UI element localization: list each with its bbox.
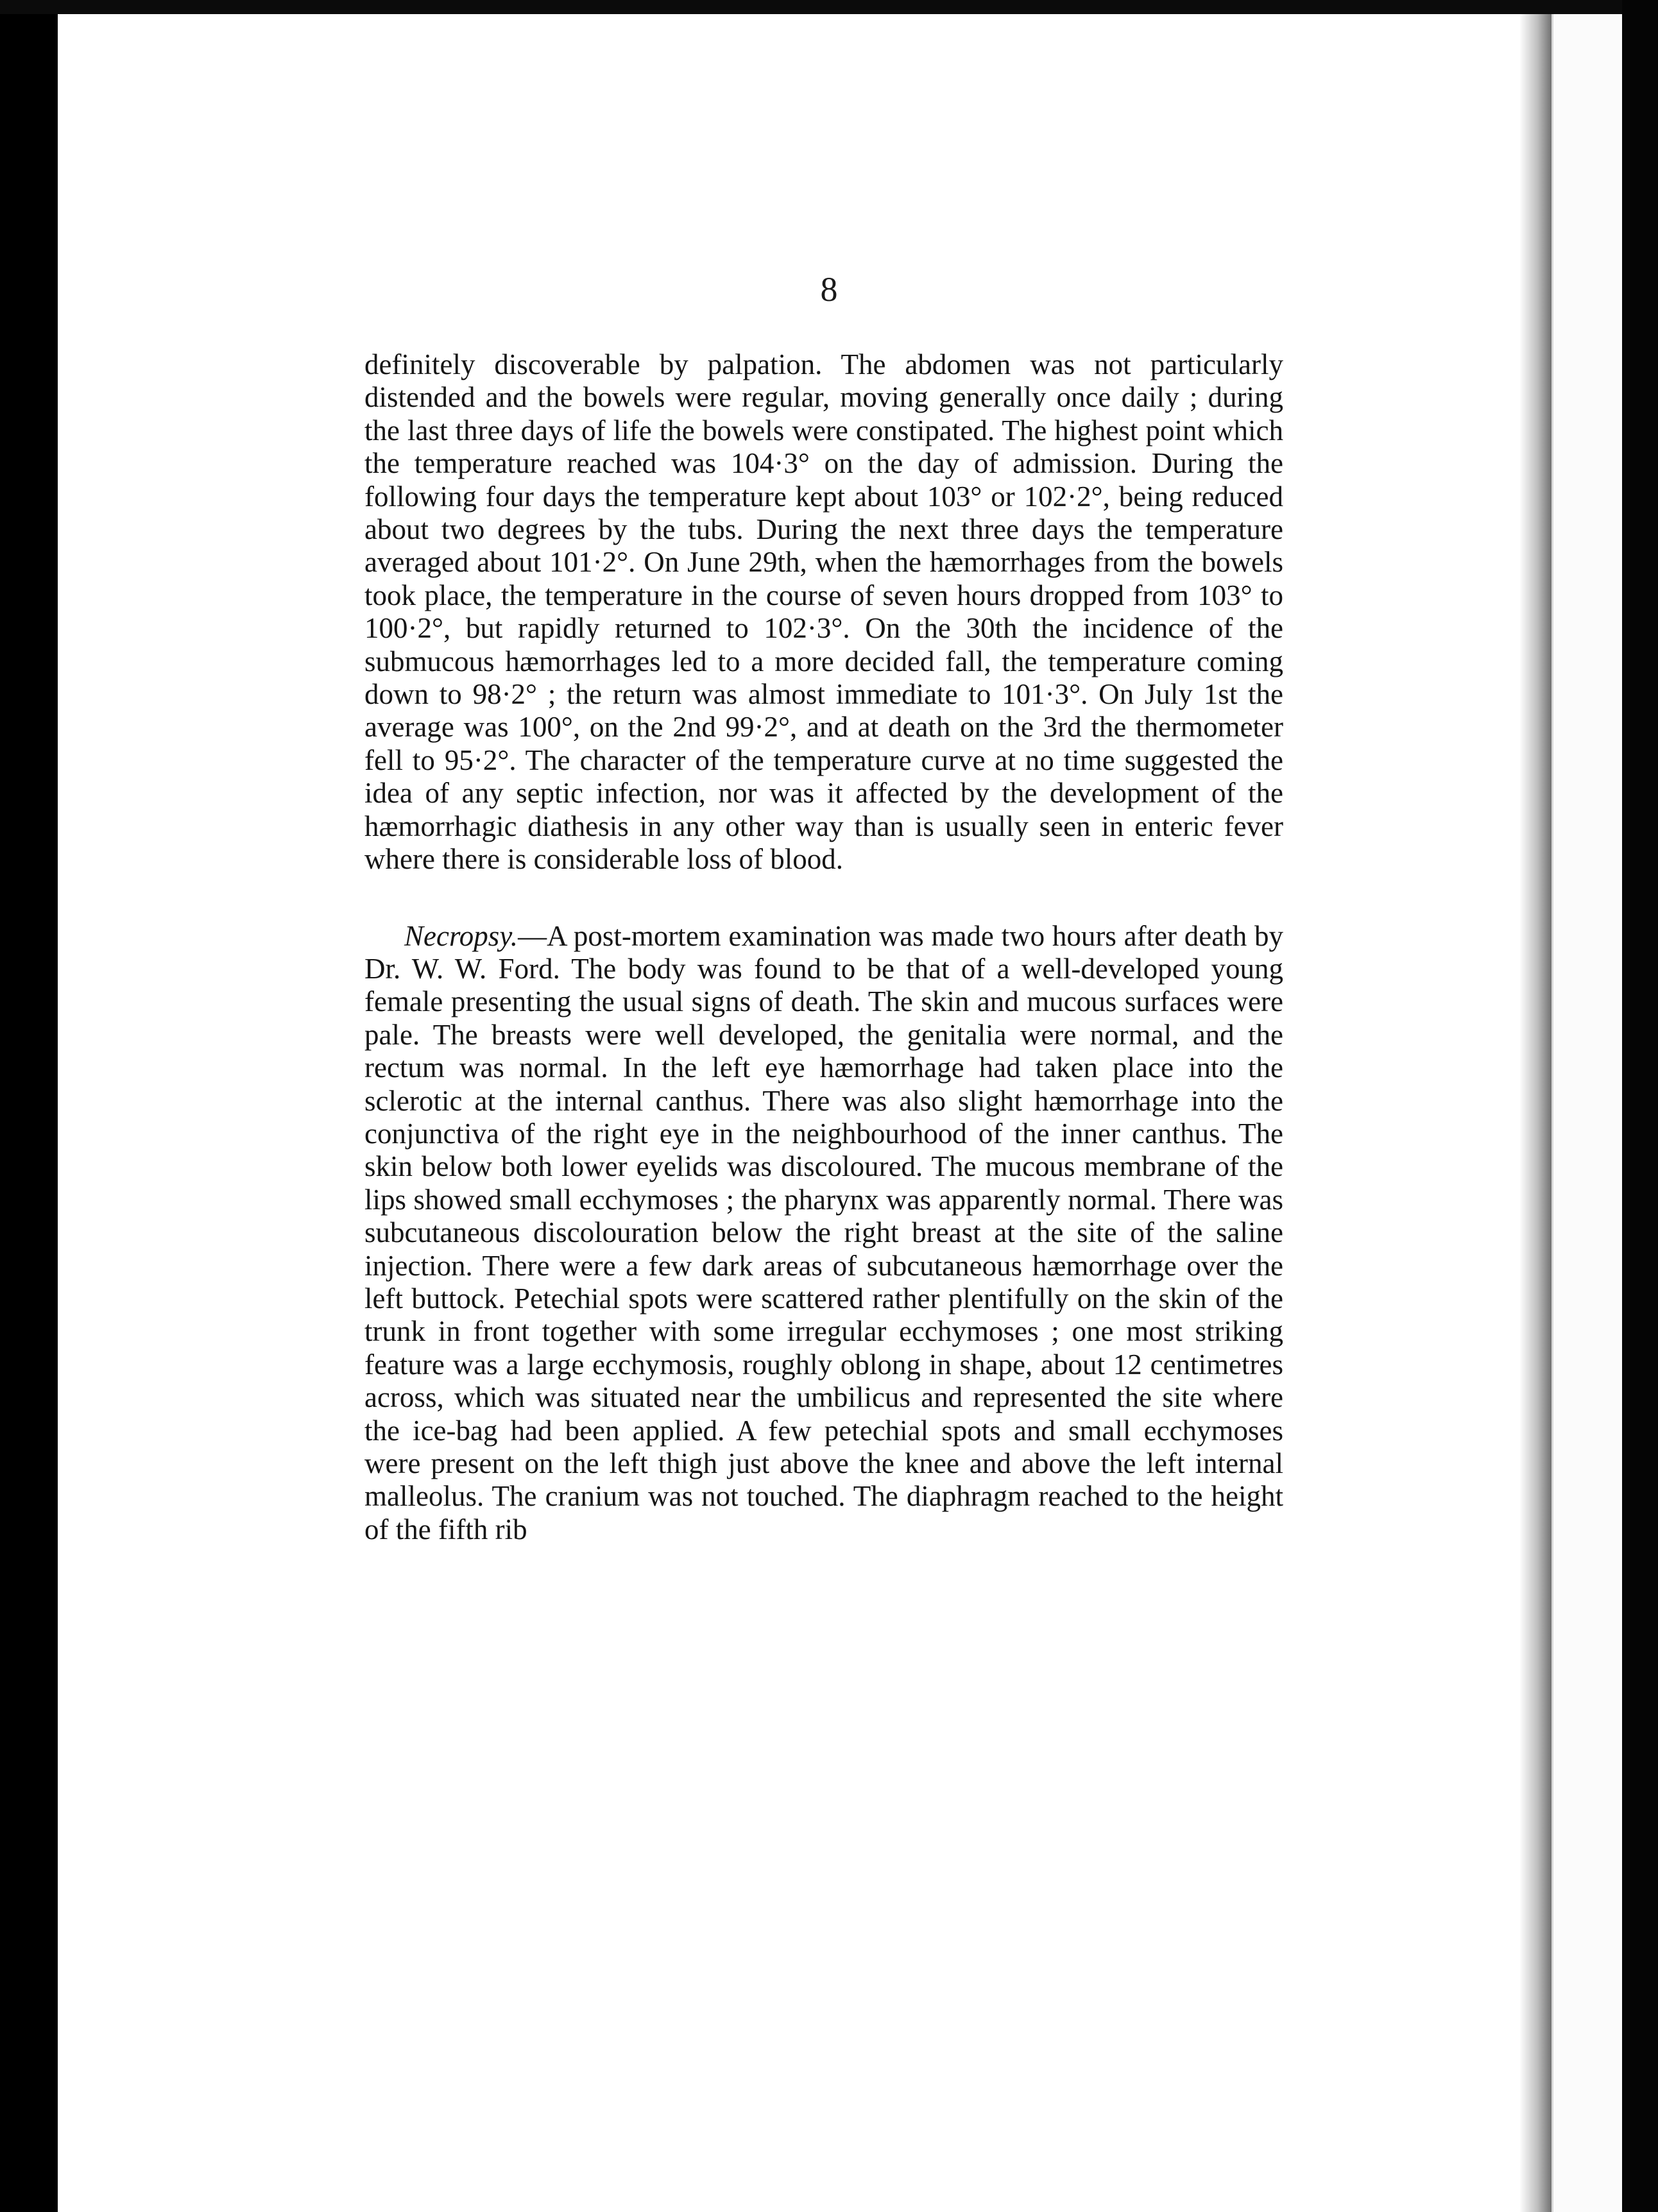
page-number: 8 [820,270,838,309]
necropsy-heading: Necropsy. [404,919,518,952]
scan-border-right [1622,0,1658,2212]
adjacent-page-edge [1551,14,1624,2212]
necropsy-paragraph [364,920,1283,1547]
page-gutter-shadow [1519,14,1553,2212]
necropsy-text: —A post-mortem examination was made two hours after death by Dr. W. W. Ford. The body was found to be that of a well-developed young female presenting the usual signs of death. The skin and mucous surfaces were pale. The breasts were well developed, the genitalia were normal, and the rectum was normal. In the left eye hæmorrhage had taken place into the sclerotic at the internal canthus. There was also slight hæmorrhage into the conjunctiva of the right eye in the neighbourhood of the inner canthus. The skin below both lower eyelids was discoloured. The mucous membrane of the lips showed small ecchymoses ; the pharynx was apparently normal. There was subcutaneous discolouration below the right breast at the site of the saline injection. There were a few dark areas of subcutaneous hæmorrhage over the left buttock. Petechial spots were scattered rather plentifully on the skin of the trunk in front together with some irregular ecchymoses ; one most striking feature was a large ecchymosis, roughly oblong in shape, about 12 centimetres across, which was situated near the umbilicus and represented the site where the ice-bag had been applied. A few petechial spots and small ecchymoses were present on the left thigh just above the knee and above the left internal malleolus. The cranium was not touched. The diaphragm reached to the height of the fifth rib [364,919,1283,1545]
scan-border-top [0,0,1658,14]
temperature-paragraph: definitely discoverable by palpation. The abdomen was not particularly distended and the bowels were regular, moving generally once daily ; during the last three days of life the bowels were constipated. The highest point which the temperature reached was 104·3° on the day of admission. During the following four days the temperature kept about 103° or 102·2°, being reduced about two degrees by the tubs. During the next three days the temperature averaged about 101·2°. On June 29th, when the hæmorrhages from the bowels took place, the temperature in the course of seven hours dropped from 103° to 100·2°, but rapidly returned to 102·3°. On the 30th the incidence of the submucous hæmorrhages led to a more decided fall, the temperature coming down to 98·2° ; the return was almost immediate to 101·3°. On July 1st the average was 100°, on the 2nd 99·2°, and at death on the 3rd the thermometer fell to 95·2°. The character of the temperature curve at no time suggested the idea of any septic infection, nor was it affected by the development of the hæmorrhagic diathesis in any other way than is usually seen in enteric fever where there is considerable loss of blood. [364,348,1283,876]
body-text [364,348,1283,1546]
